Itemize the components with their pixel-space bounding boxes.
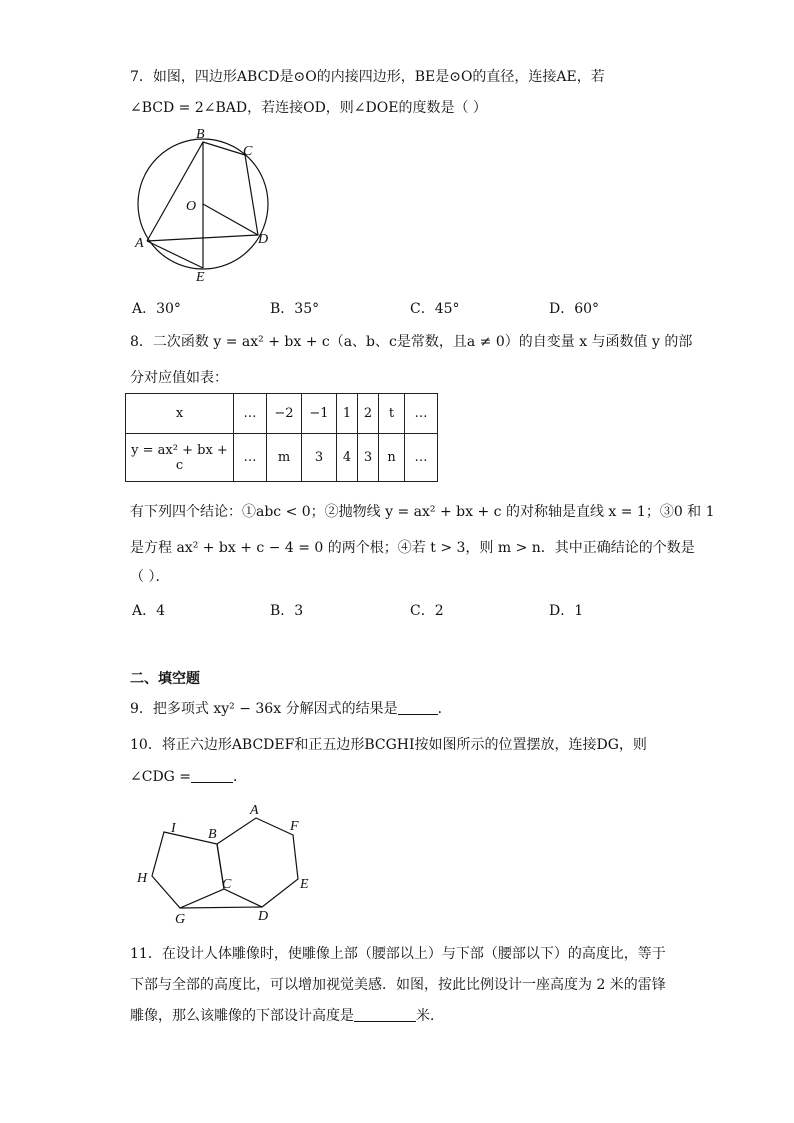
q10-answer-blank[interactable] — [191, 768, 233, 783]
q8-line1: 8．二次函数 y = ax² + bx + c（a、b、c是常数，且a ≠ 0）的自变量 x 与函数值 y 的部 — [130, 334, 693, 350]
q9-line — [130, 700, 452, 718]
label-A: A — [250, 803, 259, 818]
q7-line1: 7．如图，四边形ABCD是⊙O的内接四边形，BE是⊙O的直径，连接AE，若 — [130, 69, 605, 85]
label-O: O — [186, 199, 197, 214]
q9-text: 9．把多项式 xy² − 36x 分解因式的结果是 — [130, 701, 398, 717]
table-cell: −2 — [267, 394, 302, 434]
label-B: B — [208, 827, 217, 842]
q11-line3 — [130, 1007, 444, 1025]
table-cell: y = ax² + bx + c — [126, 434, 234, 482]
table-cell: x — [126, 394, 234, 434]
q7-line2: ∠BCD = 2∠BAD，若连接OD，则∠DOE的度数是（ ） — [130, 100, 487, 116]
label-C: C — [222, 877, 232, 892]
q8-option-c: C．2 — [410, 603, 444, 619]
hexagon-abcdef — [217, 818, 298, 907]
table-cell: n — [379, 434, 405, 482]
q8-option-d: D．1 — [549, 603, 584, 619]
table-cell: m — [267, 434, 302, 482]
q11-line1: 11．在设计人体雕像时，使雕像上部（腰部以上）与下部（腰部以下）的高度比，等于 — [130, 946, 666, 962]
q9-answer-blank[interactable] — [398, 700, 438, 715]
table-cell: … — [405, 394, 438, 434]
table-cell: … — [234, 434, 267, 482]
label-D: D — [258, 909, 269, 924]
q8-option-b: B．3 — [270, 603, 304, 619]
q8-line5: （ ）． — [130, 569, 170, 585]
label-A: A — [135, 236, 144, 251]
q8-option-a: A．4 — [132, 603, 166, 619]
q10-polygon-figure — [134, 800, 320, 930]
q7-circle-figure — [128, 126, 278, 286]
q10-text: ∠CDG = — [130, 769, 192, 785]
label-F: F — [290, 819, 299, 834]
pentagon-bcghi — [152, 832, 224, 908]
q8-line4: 是方程 ax² + bx + c − 4 = 0 的两个根；④若 t > 3，则 m > n．其中正确结论的个数是 — [130, 540, 695, 556]
label-E: E — [300, 877, 309, 892]
table-cell: 1 — [337, 394, 358, 434]
table-cell: … — [234, 394, 267, 434]
segment-ae — [147, 241, 203, 268]
table-cell: t — [379, 394, 405, 434]
q10-line1: 10．将正六边形ABCDEF和正五边形BCGHI按如图所示的位置摆放，连接DG，则 — [130, 737, 647, 753]
q7-option-d: D．60° — [549, 301, 600, 317]
q11-answer-blank[interactable] — [354, 1007, 416, 1022]
label-D: D — [258, 232, 269, 247]
value-table — [125, 393, 438, 482]
q10-line2 — [130, 768, 247, 786]
q10-text-end: ． — [233, 769, 248, 785]
table-cell: 3 — [358, 434, 379, 482]
table-row-y — [126, 434, 438, 482]
segment-dg — [180, 907, 262, 908]
q11-text-end: 米． — [416, 1008, 444, 1024]
table-row-x — [126, 394, 438, 434]
table-cell: 4 — [337, 434, 358, 482]
label-G: G — [175, 912, 186, 927]
q11-text: 雕像，那么该雕像的下部设计高度是 — [130, 1008, 354, 1024]
label-C: C — [243, 144, 253, 159]
label-B: B — [196, 127, 205, 142]
q7-option-a: A．30° — [132, 301, 181, 317]
table-cell: −1 — [302, 394, 337, 434]
table-cell: 2 — [358, 394, 379, 434]
section-title: 二、填空题 — [130, 671, 200, 687]
q8-line3: 有下列四个结论：①abc < 0；②抛物线 y = ax² + bx + c 的对称轴是直线 x = 1；③0 和 1 — [130, 504, 715, 520]
q7-option-b: B．35° — [270, 301, 320, 317]
table-cell: … — [405, 434, 438, 482]
q9-text-end: ． — [437, 701, 452, 717]
q7-option-c: C．45° — [410, 301, 460, 317]
q11-line2: 下部与全部的高度比，可以增加视觉美感．如图，按此比例设计一座高度为 2 米的雷锋 — [130, 977, 666, 993]
table-cell: 3 — [302, 434, 337, 482]
label-I: I — [171, 821, 176, 836]
label-H: H — [137, 871, 148, 886]
label-E: E — [196, 270, 205, 285]
segment-od — [203, 204, 258, 235]
q8-line2: 分对应值如表： — [130, 370, 228, 386]
